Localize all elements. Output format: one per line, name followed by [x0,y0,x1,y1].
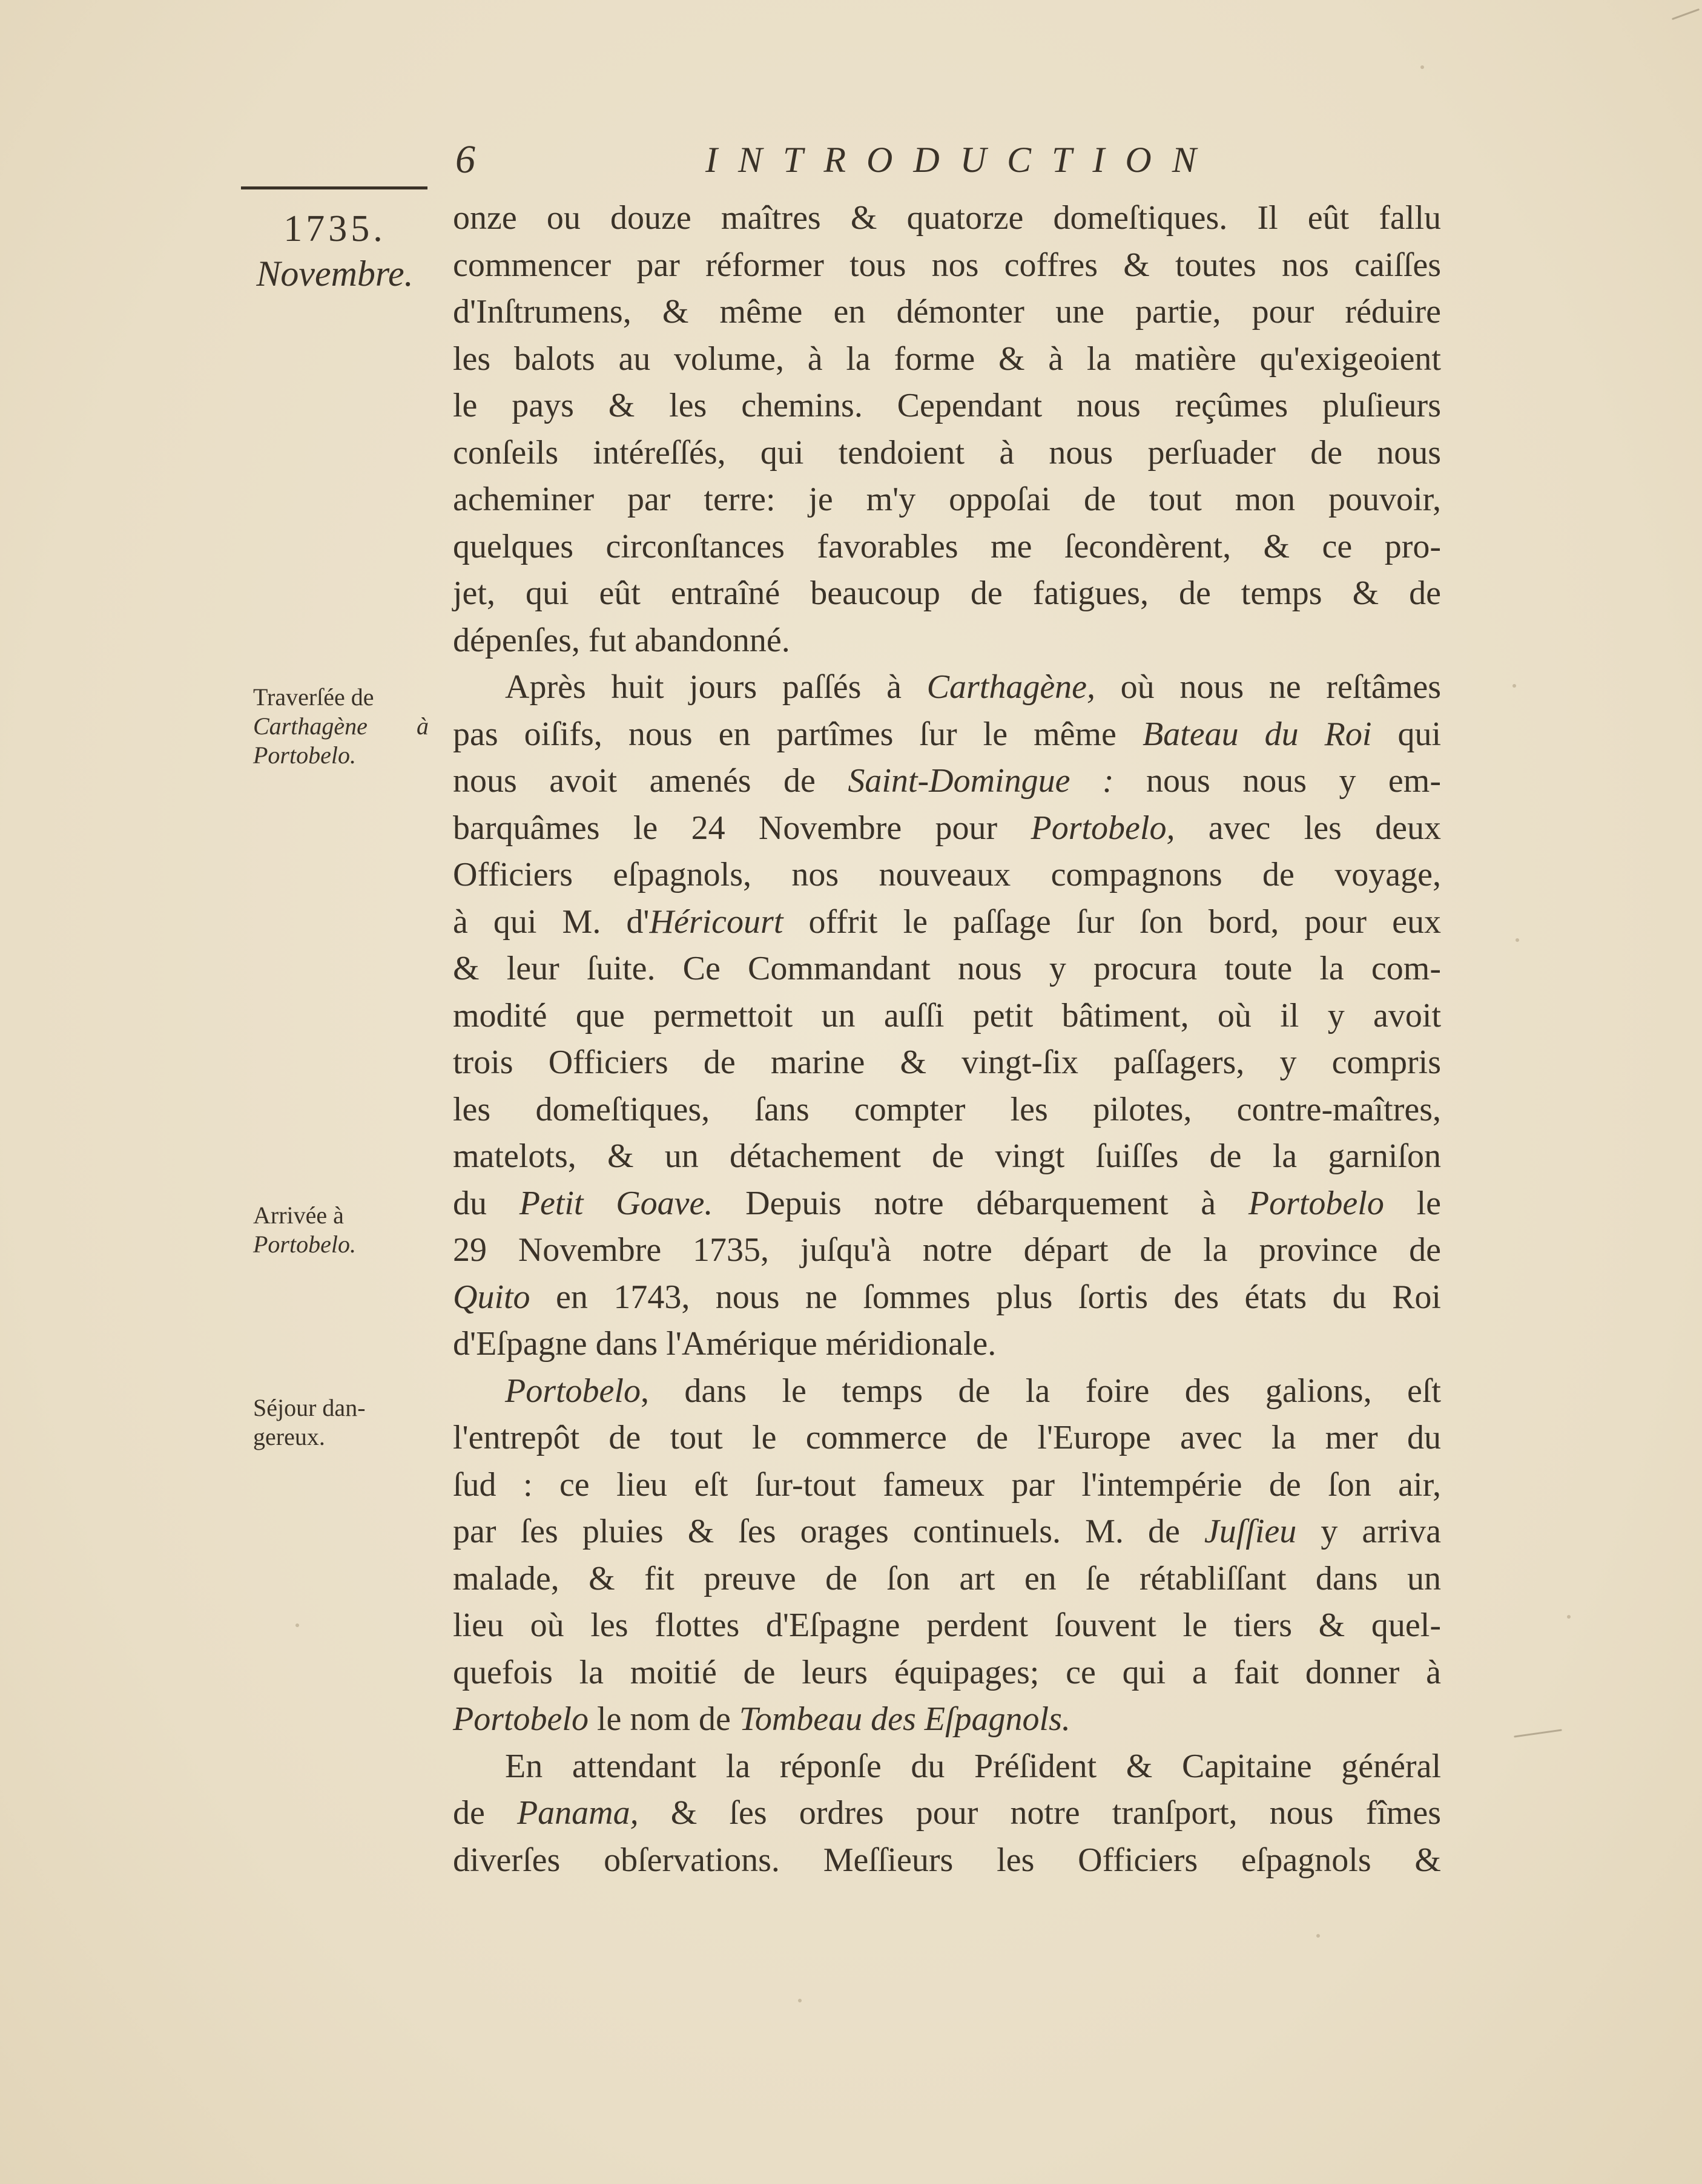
text-line: les domeſtiques, ſans compter les pilotes, contre-maîtres, [453,1090,1441,1128]
text-line: Officiers eſpagnols, nos nouveaux compagnons de voyage, [453,856,1441,893]
margin-note-line: Séjour dan- [253,1394,366,1421]
text-line: les balots au volume, à la forme & à la matière qu'exigeoient [453,340,1441,378]
text-line: malade, & fit preuve de ſon art en ſe rétabliſſant dans un [453,1559,1441,1597]
text-line: du Petit Goave. Depuis notre débarquement à Portobelo le [453,1184,1441,1222]
text-line: Quito en 1743, nous ne ſommes plus ſortis des états du Roi [453,1278,1441,1316]
paper-speck [1420,65,1424,69]
text-line: nous avoit amenés de Saint-Domingue : nous nous y em- [453,762,1441,800]
text-line: acheminer par terre: je m'y oppoſai de tout mon pouvoir, [453,481,1441,518]
text-line: conſeils intéreſſés, qui tendoient à nous perſuader de nous [453,433,1441,472]
margin-rule [241,186,427,189]
margin-note-line: Portobelo. [253,742,356,769]
margin-year: 1735. [283,208,386,249]
text-line: jet, qui eût entraîné beaucoup de fatigues, de temps & de [453,574,1441,612]
running-head: INTRODUCTION [705,140,1217,180]
text-line: Portobelo le nom de Tombeau des Eſpagnols. [453,1700,1070,1738]
paper-speck [798,1999,802,2002]
page-number: 6 [455,137,475,182]
text-line: de Panama, & ſes ordres pour notre tranſport, nous fîmes [453,1794,1441,1832]
text-line: barquâmes le 24 Novembre pour Portobelo, avec les deux [453,809,1441,847]
text-line: l'entrepôt de tout le commerce de l'Europe avec la mer du [453,1419,1441,1456]
margin-month: Novembre. [256,254,414,294]
text-line: Après huit jours paſſés à Carthagène, où nous ne reſtâmes [505,668,1441,706]
margin-note-sejour [253,1393,429,1452]
text-line: ſud : ce lieu eſt ſur-tout fameux par l'intempérie de ſon air, [453,1465,1441,1504]
paragraph [453,1368,1441,1743]
text-line: par ſes pluies & ſes orages continuels. M. de Juſſieu y arriva [453,1513,1441,1550]
paragraph [453,664,1441,1368]
text-line: trois Officiers de marine & vingt-ſix paſſagers, y compris [453,1044,1441,1081]
text-line: quelques circonſtances favorables me ſecondèrent, & ce pro- [453,527,1441,565]
paragraph [453,195,1441,664]
text-line: lieu où les flottes d'Eſpagne perdent ſouvent le tiers & quel- [453,1607,1441,1644]
margin-date [241,206,429,295]
text-line: d'Inſtrumens, & même en démonter une partie, pour réduire [453,293,1441,331]
text-line: diverſes obſervations. Meſſieurs les Officiers eſpagnols & [453,1841,1441,1879]
text-line: le pays & les chemins. Cependant nous reçûmes pluſieurs [453,387,1441,424]
text-line: matelots, & un détachement de vingt ſuiſſes de la garniſon [453,1137,1441,1175]
paper-speck [1316,1934,1320,1938]
text-line: commencer par réformer tous nos coffres & toutes nos caiſſes [453,246,1441,284]
margin-note-line: Arrivée à [253,1202,344,1229]
margin-note-line: Portobelo. [253,1231,356,1258]
text-line: 29 Novembre 1735, juſqu'à notre départ de la province de [453,1231,1441,1269]
paper-speck [295,1623,299,1627]
paper-speck [1567,1615,1571,1619]
paragraph [453,1743,1441,1884]
text-line: En attendant la réponſe du Préſident & Capitaine général [505,1747,1441,1785]
text-line: onze ou douze maîtres & quatorze domeſtiques. Il eût fallu [453,199,1441,237]
paper-speck [1516,938,1519,942]
text-line: & leur ſuite. Ce Commandant nous y procura toute la com- [453,950,1441,987]
main-text [453,195,1441,1884]
text-line: à qui M. d'Héricourt offrit le paſſage ſur ſon bord, pour eux [453,903,1441,941]
text-line: pas oiſifs, nous en partîmes ſur le même Bateau du Roi qui [453,715,1441,753]
margin-note-traversee [253,683,429,770]
margin-note-line: Traverſée de [253,683,374,711]
text-line: quefois la moitié de leurs équipages; ce qui a fait donner à [453,1653,1441,1691]
text-line: Portobelo, dans le temps de la foire des galions, eſt [505,1372,1441,1410]
text-line: modité que permettoit un auſſi petit bâtiment, où il y avoit [453,996,1441,1034]
text-line: dépenſes, fut abandonné. [453,621,790,659]
paper-speck [1512,684,1516,688]
text-line: d'Eſpagne dans l'Amérique méridionale. [453,1325,997,1363]
margin-note-line: Carthagène à [253,712,429,740]
margin-note-line: gereux. [253,1423,325,1450]
margin-note-arrivee [253,1201,429,1259]
page-header [448,134,1441,189]
